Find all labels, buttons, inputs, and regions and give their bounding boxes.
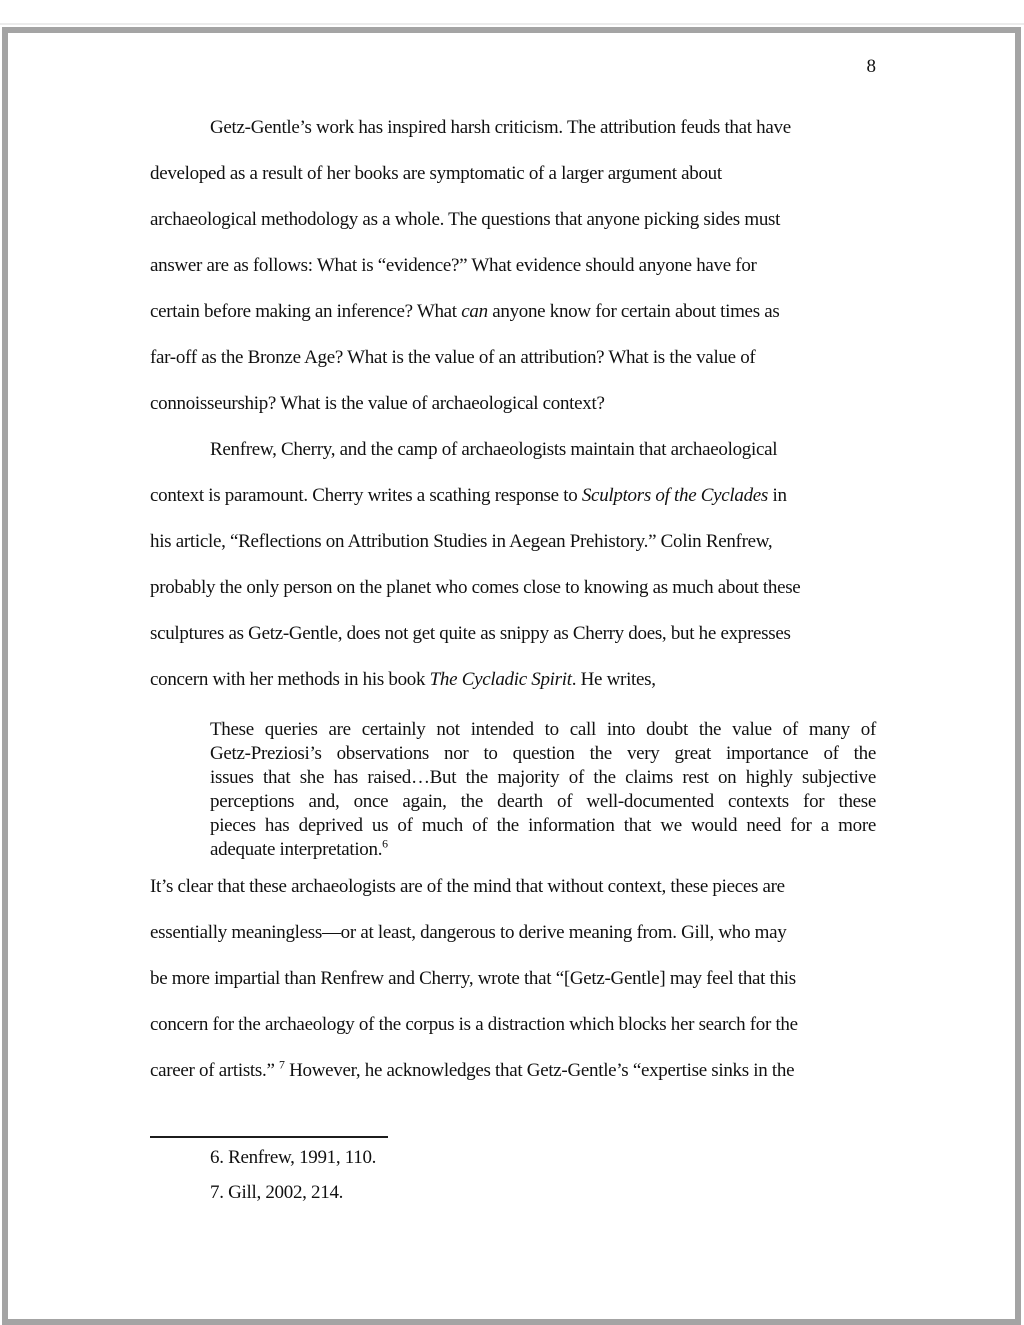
text-line: issues that she has raised…But the majority of the claims rest on highly subjective: [210, 767, 876, 788]
text-line: Getz-Preziosi’s observations nor to question the very great importance of the: [210, 743, 876, 764]
text-line: far-off as the Bronze Age? What is the value of an attribution? What is the value of: [150, 347, 756, 368]
text-line: perceptions and, once again, the dearth of well-documented contexts for these: [210, 791, 876, 812]
text-line: be more impartial than Renfrew and Cherry, wrote that “[Getz-Gentle] may feel that this: [150, 968, 796, 989]
paragraph-2: [150, 427, 876, 703]
paragraph-3: [150, 864, 876, 1094]
text-line: Getz-Gentle’s work has inspired harsh criticism. The attribution feuds that have: [210, 117, 791, 138]
text-line: archaeological methodology as a whole. The questions that anyone picking sides must: [150, 209, 781, 230]
text-line: his article, “Reflections on Attribution Studies in Aegean Prehistory.” Colin Renfrew,: [150, 531, 773, 552]
footnote-6: 6. Renfrew, 1991, 110.: [210, 1147, 377, 1168]
text-line: concern with her methods in his book The Cycladic Spirit. He writes,: [150, 669, 656, 690]
text-line: probably the only person on the planet who comes close to knowing as much about these: [150, 577, 801, 598]
text-line: career of artists.” $^7$ However, he acknowledges that Getz-Gentle’s “expertise sinks in the: [150, 1058, 795, 1081]
text-line: These queries are certainly not intended to call into doubt the value of many of: [210, 719, 876, 740]
text-line: context is paramount. Cherry writes a scathing response to Sculptors of the Cyclades in: [150, 485, 787, 506]
text-line: answer are as follows: What is “evidence?” What evidence should anyone have for: [150, 255, 757, 276]
text-line: developed as a result of her books are symptomatic of a larger argument about: [150, 163, 722, 184]
text-line: concern for the archaeology of the corpus is a distraction which blocks her search for the: [150, 1014, 798, 1035]
text-line: sculptures as Getz-Gentle, does not get quite as snippy as Cherry does, but he expresses: [150, 623, 791, 644]
paragraph-1: [150, 105, 876, 427]
page-number: 8: [866, 56, 876, 77]
text-line: adequate interpretation.$^6$: [210, 837, 388, 860]
text-line: essentially meaningless—or at least, dangerous to derive meaning from. Gill, who may: [150, 922, 787, 943]
text-line: certain before making an inference? What can anyone know for certain about times as: [150, 301, 780, 322]
footnote-separator: [150, 1136, 388, 1138]
text-line: Renfrew, Cherry, and the camp of archaeologists maintain that archaeological: [210, 439, 778, 460]
footnote-7: 7. Gill, 2002, 214.: [210, 1182, 344, 1203]
block-quote: [210, 718, 876, 862]
text-line: connoisseurship? What is the value of archaeological context?: [150, 393, 605, 414]
text-line: pieces has deprived us of much of the information that we would need for a more: [210, 815, 876, 836]
text-line: It’s clear that these archaeologists are of the mind that without context, these pieces are: [150, 876, 785, 897]
